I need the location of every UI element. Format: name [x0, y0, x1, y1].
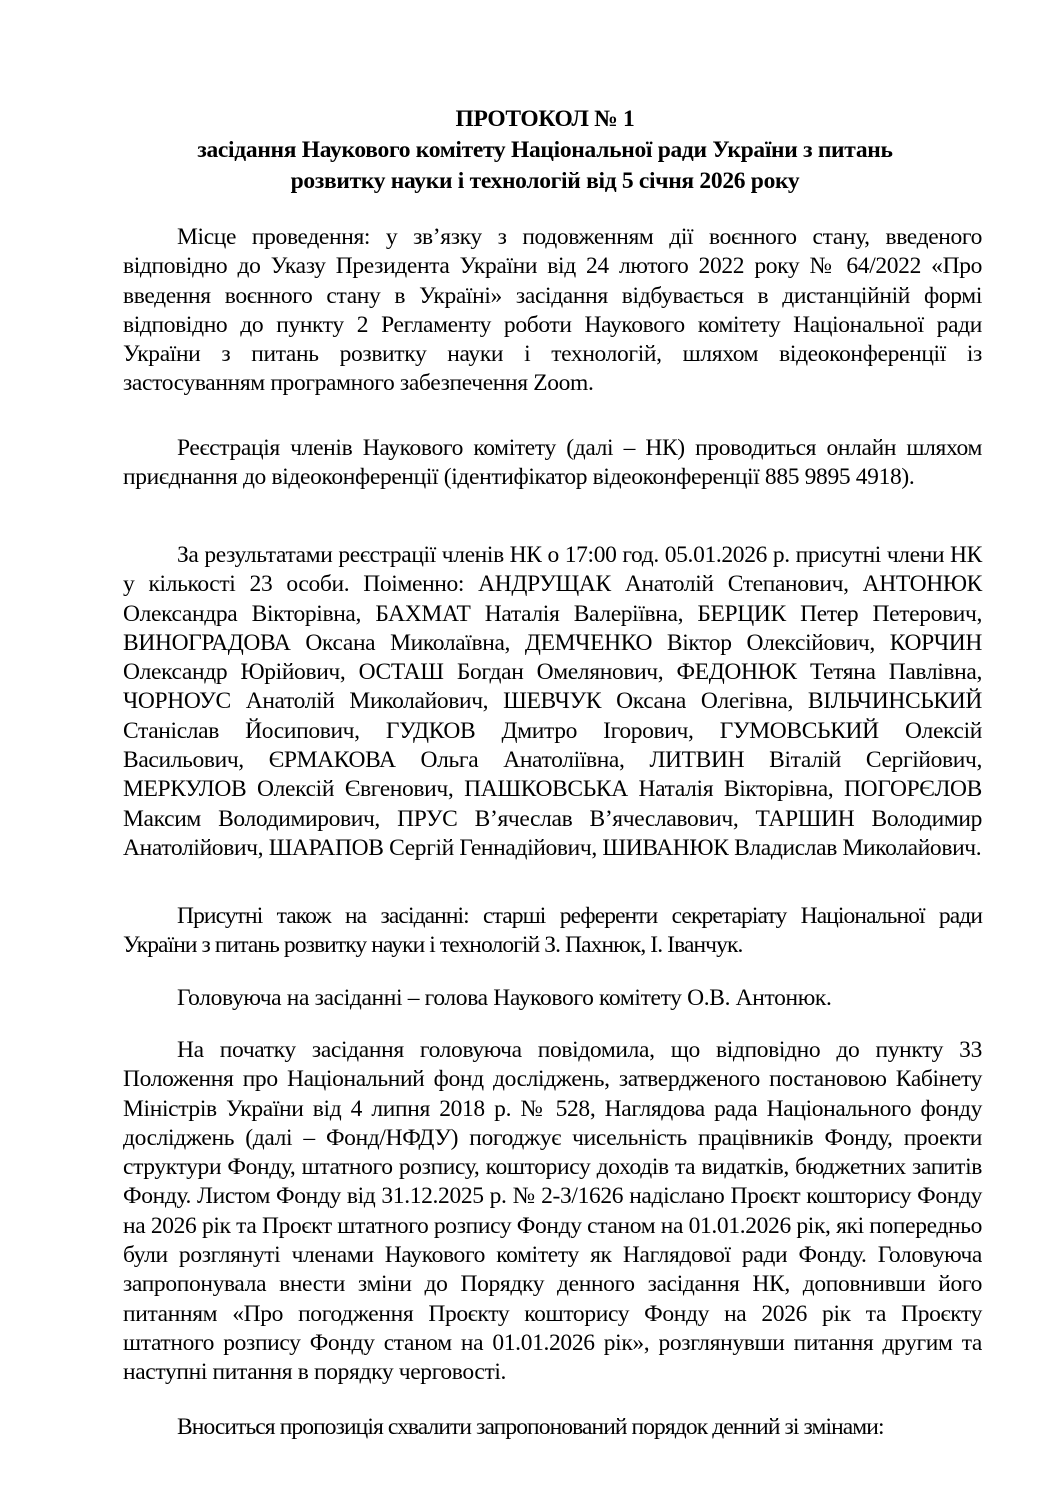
agenda-change-paragraph: На початку засідання головуюча повідомила, що відповідно до пункту 33 Положення про Національний фонд досліджень, затвердженого постановою Кабінету Міністрів України від 4 липня 2018 р. № 528, Наглядова рада Національного фонду досліджень (далі – Фонд/НФДУ) погоджує чисельність працівників Фонду, проекти структури Фонду, штатного розпису, кошторису доходів та видатків, бюджетних запитів Фонду. Листом Фонду від 31.12.2025 р. № 2-3/1626 надіслано Проєкт кошторису Фонду на 2026 рік та Проєкт штатного розпису Фонду станом на 01.01.2026 рік, які попередньо були розглянуті членами Наукового комітету як Наглядової ради Фонду. Головуюча запропонувала внести зміни до Порядку денного засідання НК, доповнивши його питанням «Про погодження Проєкту кошторису Фонду на 2026 рік та Проєкту штатного розпису Фонду станом на 01.01.2026 рік», розглянувши питання другим та наступні питання в порядку черговості. [123, 1037, 982, 1386]
attendees-paragraph: За результатами реєстрації членів НК о 17:00 год. 05.01.2026 р. присутні члени НК у кількості 23 особи. Поіменно: АНДРУЩАК Анатолій Степанович, АНТОНЮК Олександра Вікторівна, БАХМАТ Наталія Валеріївна, БЕРЦИК Петер Петерович, ВИНОГРАДОВА Оксана Миколаївна, ДЕМЧЕНКО Віктор Олексійович, КОРЧИН Олександр Юрійович, ОСТАШ Богдан Омелянович, ФЕДОНЮК Тетяна Павлівна, ЧОРНОУС Анатолій Миколайович, ШЕВЧУК Оксана Олегівна, ВІЛЬЧИНСЬКИЙ Станіслав Йосипович, ГУДКОВ Дмитро Ігорович, ГУМОВСЬКИЙ Олексій Васильович, ЄРМАКОВА Ольга Анатоліївна, ЛИТВИН Віталій Сергійович, МЕРКУЛОВ Олексій Євгенович, ПАШКОВСЬКА Наталія Вікторівна, ПОГОРЄЛОВ Максим Володимирович, ПРУС В’ячеслав В’ячеславович, ТАРШИН Володимир Анатолійович, ШАРАПОВ Сергій Геннадійович, ШИВАНЮК Владислав Миколайович. [123, 542, 982, 861]
registration-paragraph: Реєстрація членів Наукового комітету (далі – НК) проводиться онлайн шляхом приєднання до відеоконференції (ідентифікатор відеоконференції 885 9895 4918). [123, 435, 982, 491]
proposal-paragraph: Вноситься пропозиція схвалити запропонований порядок денний зі змінами: [177, 1414, 884, 1440]
protocol-subtitle-line-2: розвитку науки і технологій від 5 січня 2026 року [290, 168, 800, 194]
document-title [150, 104, 940, 197]
venue-paragraph: Місце проведення: у зв’язку з подовженням дії воєнного стану, введеного відповідно до Указу Президента України від 24 лютого 2022 року № 64/2022 «Про введення воєнного стану в Україні» засідання відбувається в дистанційній формі відповідно до пункту 2 Регламенту роботи Наукового комітету Національної ради України з питань розвитку науки і технологій, шляхом відеоконференції із застосуванням програмного забезпечення Zoom. [123, 224, 982, 397]
protocol-subtitle-line-1: засідання Наукового комітету Національної ради України з питань [197, 137, 893, 163]
chair-paragraph: Головуюча на засіданні – голова Наукового комітету О.В. Антонюк. [177, 985, 832, 1011]
protocol-number-heading: ПРОТОКОЛ № 1 [455, 106, 635, 132]
also-present-paragraph: Присутні також на засіданні: старші референти секретаріату Національної ради України з питань розвитку науки і технологій З. Пахнюк, І. Іванчук. [123, 903, 982, 959]
